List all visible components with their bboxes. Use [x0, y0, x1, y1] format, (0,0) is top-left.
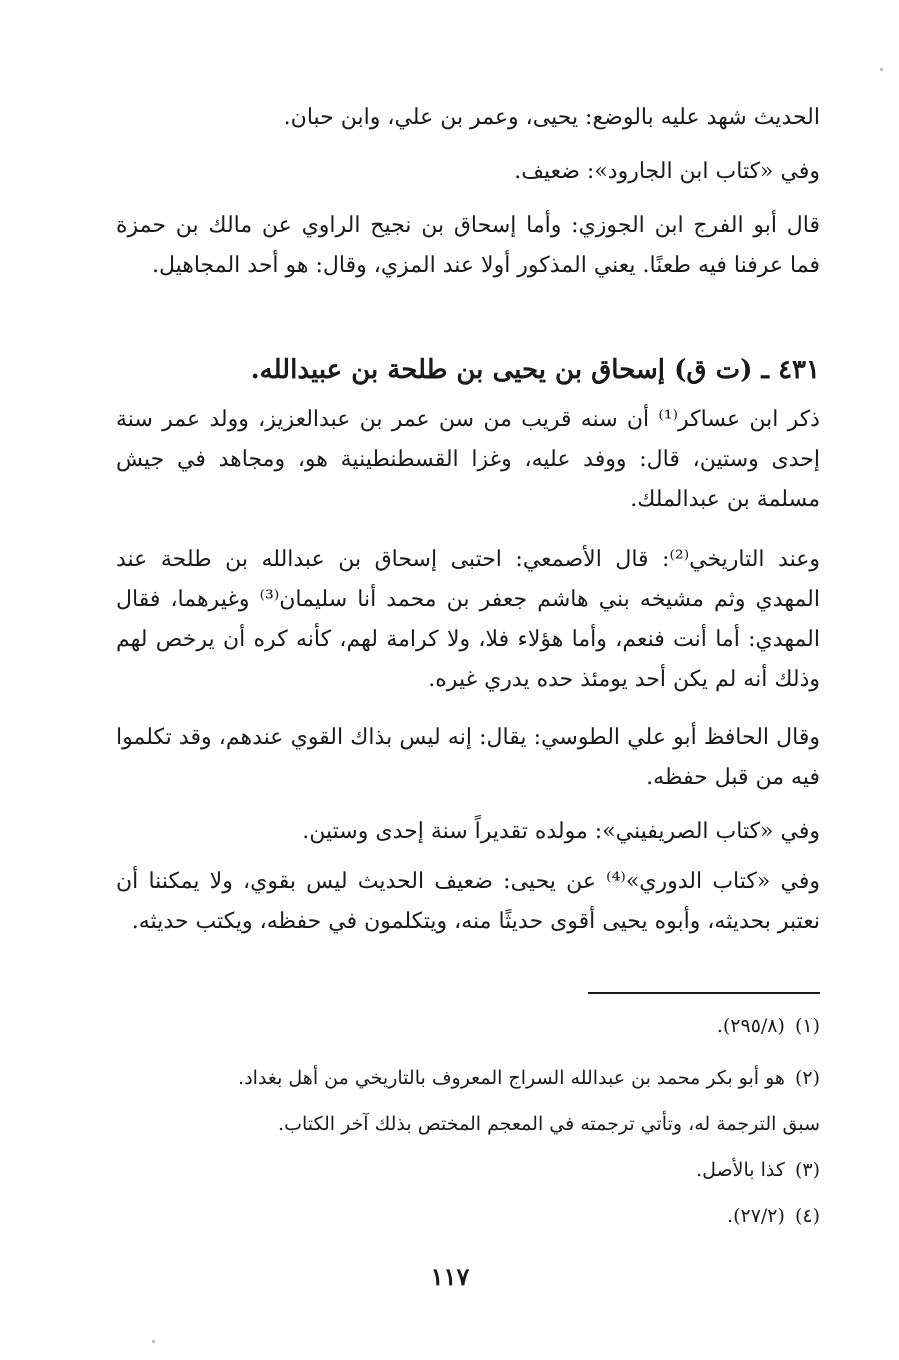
footnote-text: هو أبو بكر محمد بن عبدالله السراج المعروف بالتاريخي من أهل بغداد.	[238, 1067, 785, 1089]
footnote-text: (٢٩٥/٨).	[716, 1015, 785, 1037]
footnote-separator	[588, 992, 820, 994]
paragraph-5: وعند التاريخي⁽²⁾: قال الأصمعي: احتبى إسحاق بن عبدالله بن طلحة عند المهدي وثم مشيخه بني هاشم جعفر بن محمد أنا سليمان⁽³⁾ وغيرهما، فقال المهدي: أما أنت فنعم، وأما هؤلاء فلا، ولا كرامة لهم، كأنه كره أن يرخص لهم وذلك أنه لم يكن أحد يومئذ حده يدري غيره.	[116, 547, 820, 692]
footnote-2	[116, 1064, 820, 1092]
footnote-text: سبق الترجمة له، وتأتي ترجمته في المعجم المختص بذلك آخر الكتاب.	[278, 1113, 820, 1135]
footnote-text: كذا بالأصل.	[696, 1159, 785, 1181]
paragraph-4: ذكر ابن عساكر⁽¹⁾ أن سنه قريب من سن عمر بن عبدالعزيز، وولد عمر سنة إحدى وستين، قال: ووفد عليه، وغزا القسطنطينية هو، ومجاهد في جيش مسلمة بن عبدالملك.	[116, 407, 820, 512]
paragraph-6: وقال الحافظ أبو علي الطوسي: يقال: إنه ليس بذاك القوي عندهم، وقد تكلموا فيه من قبل حفظه.	[116, 725, 820, 790]
paragraph-3: قال أبو الفرج ابن الجوزي: وأما إسحاق بن نجيح الراوي عن مالك بن حمزة فما عرفنا فيه طعنًا. يعني المذكور أولا عند المزي، وقال: هو أحد المجاهيل.	[116, 213, 820, 278]
margin-speck	[152, 1340, 155, 1343]
footnote-number: (٢)	[794, 1067, 820, 1089]
footnote-number: (٣)	[794, 1159, 820, 1181]
footnote-number: (١)	[794, 1015, 820, 1037]
footnote-4	[116, 1202, 820, 1230]
footnote-2-continued	[116, 1110, 820, 1138]
paragraph-8: وفي «كتاب الدوري»⁽⁴⁾ عن يحيى: ضعيف الحديث ليس بقوي، ولا يمكننا أن نعتبر بحديثه، وأبوه يحيى أقوى حديثًا منه، ويتكلمون في حفظه، ويكتب حديثه.	[116, 869, 820, 934]
page-number: ١١٧	[430, 1262, 470, 1291]
paragraph-1: الحديث شهد عليه بالوضع: يحيى، وعمر بن علي، وابن حبان.	[283, 105, 820, 130]
entry-heading: ٤٣١ ـ (ت ق) إسحاق بن يحيى بن طلحة بن عبيدالله.	[250, 355, 820, 385]
footnote-text: (٢٧/٢).	[727, 1205, 785, 1227]
paragraph-2: وفي «كتاب ابن الجارود»: ضعيف.	[514, 159, 820, 184]
footnote-1	[116, 1012, 820, 1040]
paragraph-7: وفي «كتاب الصريفيني»: مولده تقديراً سنة إحدى وستين.	[302, 819, 820, 844]
footnote-number: (٤)	[794, 1205, 820, 1227]
margin-speck	[880, 68, 883, 71]
footnote-3	[116, 1156, 820, 1184]
